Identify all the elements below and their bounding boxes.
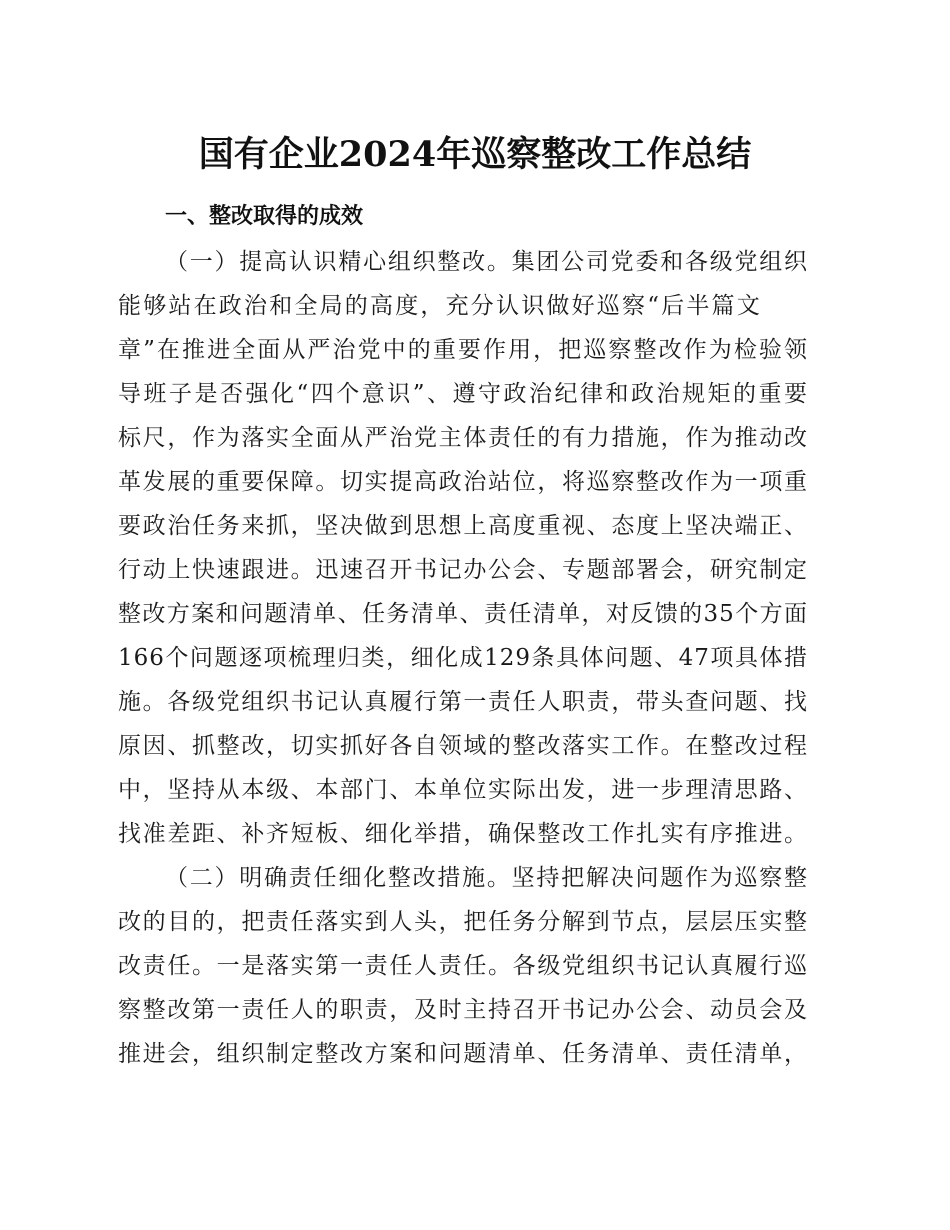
paragraph-line: 166个问题逐项梳理归类，细化成129条具体问题、47项具体措 [118, 645, 808, 671]
paragraph-line: 整改方案和问题清单、任务清单、责任清单，对反馈的35个方面 [118, 601, 808, 627]
paragraph-line: 能够站在政治和全局的高度，充分认识做好巡察“后半篇文 [118, 293, 762, 319]
paragraph-line: 行动上快速跟进。迅速召开书记办公会、专题部署会，研究制定 [118, 557, 808, 583]
paragraph-line: 改的目的，把责任落实到人头，把任务分解到节点，层层压实整 [118, 909, 808, 935]
paragraph-line: 施。各级党组织书记认真履行第一责任人职责，带头查问题、找 [118, 689, 808, 715]
paragraph-line: 找准差距、补齐短板、细化举措，确保整改工作扎实有序推进。 [118, 821, 808, 847]
paragraph-line: 导班子是否强化“四个意识”、遵守政治纪律和政治规矩的重要 [118, 381, 808, 407]
paragraph-line: 标尺，作为落实全面从严治党主体责任的有力措施，作为推动改 [118, 425, 808, 451]
paragraph-line: 原因、抓整改，切实抓好各自领域的整改落实工作。在整改过程 [118, 733, 808, 759]
section-heading: 一、整改取得的成效 [165, 204, 364, 229]
paragraph-line: 察整改第一责任人的职责，及时主持召开书记办公会、动员会及 [118, 997, 808, 1023]
paragraph-line: 改责任。一是落实第一责任人责任。各级党组织书记认真履行巡 [118, 953, 808, 979]
paragraph-line: 推进会，组织制定整改方案和问题清单、任务清单、责任清单， [118, 1041, 808, 1067]
paragraph-line: 革发展的重要保障。切实提高政治站位，将巡察整改作为一项重 [118, 469, 808, 495]
paragraph-line: 中，坚持从本级、本部门、本单位实际出发，进一步理清思路、 [118, 777, 808, 803]
paragraph-line: （一）提高认识精心组织整改。集团公司党委和各级党组织 [165, 249, 808, 275]
document-title: 国有企业2024年巡察整改工作总结 [198, 134, 752, 175]
paragraph-line: 章”在推进全面从严治党中的重要作用，把巡察整改作为检验领 [118, 337, 808, 363]
paragraph-line: 要政治任务来抓，坚决做到思想上高度重视、态度上坚决端正、 [118, 513, 808, 539]
paragraph-line: （二）明确责任细化整改措施。坚持把解决问题作为巡察整 [165, 865, 808, 891]
